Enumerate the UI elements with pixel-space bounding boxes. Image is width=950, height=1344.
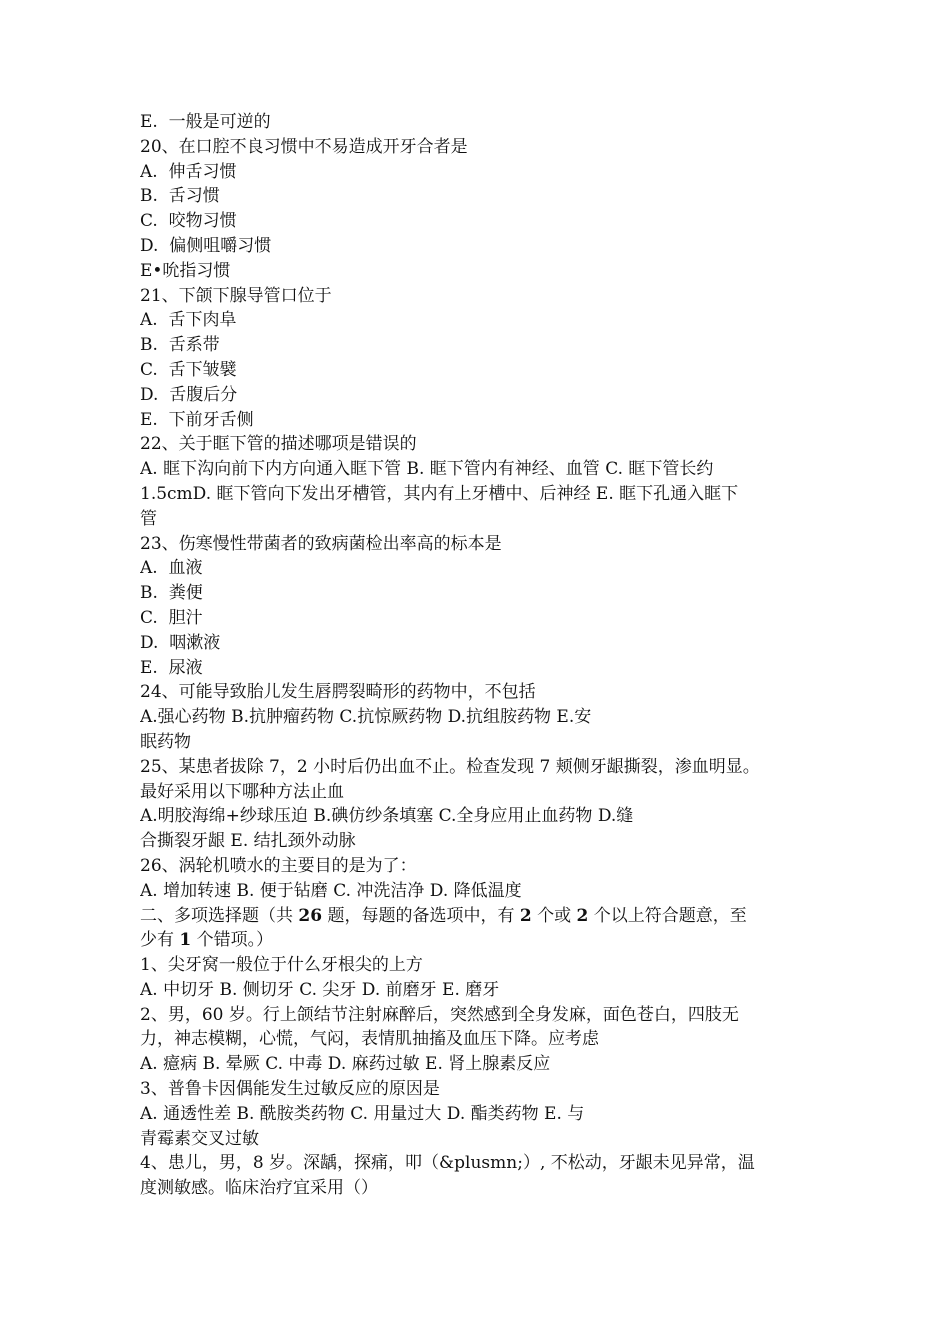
section-heading-count: 2 [576,905,589,926]
question-2-stem: 2、男，60 岁。行上颌结节注射麻醉后，突然感到全身发麻，面色苍白，四肢无 [140,1004,739,1025]
question-22-stem: 22、关于眶下管的描述哪项是错误的 [140,434,417,455]
text-line: 1.5cmD. 眶下管向下发出牙槽管，其内有上牙槽中、后神经 E. 眶下孔通入眶下 [140,483,739,504]
section-heading-part: 二、多项选择题（共 [140,905,299,926]
section-heading-part: 个错项。） [191,930,274,951]
question-26-stem: 26、涡轮机喷水的主要目的是为了： [140,855,417,876]
question-4-stem: 4、患儿，男，8 岁。深龋，探痛，叩（&plusmn;）, 不松动，牙龈未见异常，温 [140,1153,755,1174]
text-line: 最好采用以下哪种方法止血 [140,781,344,802]
text-line: C. 胆汁 [140,607,203,628]
section-heading-count: 1 [179,930,192,951]
text-line: B. 舌系带 [140,335,220,356]
question-24-stem: 24、可能导致胎儿发生唇腭裂畸形的药物中，不包括 [140,682,536,703]
text-line: 眠药物 [140,731,191,752]
text-line: D. 舌腹后分 [140,384,238,405]
section-heading-part: 题，每题的备选项中，有 [322,905,520,926]
question-21-stem: 21、下颌下腺导管口位于 [140,285,332,306]
document-page [140,110,812,1201]
text-line: E•吮指习惯 [140,260,231,281]
section-heading-count: 2 [519,905,532,926]
text-line: E. 一般是可逆的 [140,112,271,132]
text-line: B. 粪便 [140,583,203,604]
text-line: A. 血液 [140,558,203,579]
section-heading [140,904,812,929]
text-line: A.明胶海绵+纱球压迫 B.碘仿纱条填塞 C.全身应用止血药物 D.缝 [140,806,634,827]
question-25-stem: 25、某患者拔除 7，2 小时后仍出血不止。检查发现 7 颊侧牙龈撕裂，渗血明显。 [140,756,760,777]
text-line: D. 咽漱液 [140,632,221,653]
text-line: 管 [140,508,157,529]
section-heading-part: 少有 [140,930,180,951]
text-line: A. 通透性差 B. 酰胺类药物 C. 用量过大 D. 酯类药物 E. 与 [140,1103,585,1124]
text-line: A. 癔病 B. 晕厥 C. 中毒 D. 麻药过敏 E. 肾上腺素反应 [140,1054,551,1075]
text-line: A. 舌下肉阜 [140,310,237,331]
question-23-stem: 23、伤寒慢性带菌者的致病菌检出率高的标本是 [140,533,502,554]
text-line: A. 眶下沟向前下内方向通入眶下管 B. 眶下管内有神经、血管 C. 眶下管长约 [140,459,714,480]
question-1-stem: 1、尖牙窝一般位于什么牙根尖的上方 [140,955,423,976]
section-heading-part: 个以上符合题意，至 [588,905,747,926]
question-20-stem: 20、在口腔不良习惯中不易造成开牙合者是 [140,136,468,157]
text-line: 力，神志模糊，心慌，气闷，表情肌抽搐及血压下降。应考虑 [140,1029,599,1050]
question-3-stem: 3、普鲁卡因偶能发生过敏反应的原因是 [140,1079,440,1100]
section-heading-count: 26 [298,905,323,926]
section-heading-continued [140,928,812,953]
text-line: 青霉素交叉过敏 [140,1128,259,1149]
text-line: A. 伸舌习惯 [140,161,237,182]
section-heading-part: 个或 [531,905,577,926]
text-line: C. 咬物习惯 [140,211,237,232]
text-line: A. 增加转速 B. 便于钻磨 C. 冲洗洁净 D. 降低温度 [140,880,522,901]
text-line: A. 中切牙 B. 侧切牙 C. 尖牙 D. 前磨牙 E. 磨牙 [140,979,500,1000]
text-line: C. 舌下皱襞 [140,359,237,380]
text-line: A.强心药物 B.抗肿瘤药物 C.抗惊厥药物 D.抗组胺药物 E.安 [140,707,592,728]
text-line: E. 下前牙舌侧 [140,409,254,430]
text-line: 度测敏感。临床治疗宜采用（） [140,1178,378,1199]
text-line: E. 尿液 [140,657,203,678]
text-line: B. 舌习惯 [140,186,220,207]
text-line: D. 偏侧咀嚼习惯 [140,235,272,256]
text-line: 合撕裂牙龈 E. 结扎颈外动脉 [140,831,356,852]
